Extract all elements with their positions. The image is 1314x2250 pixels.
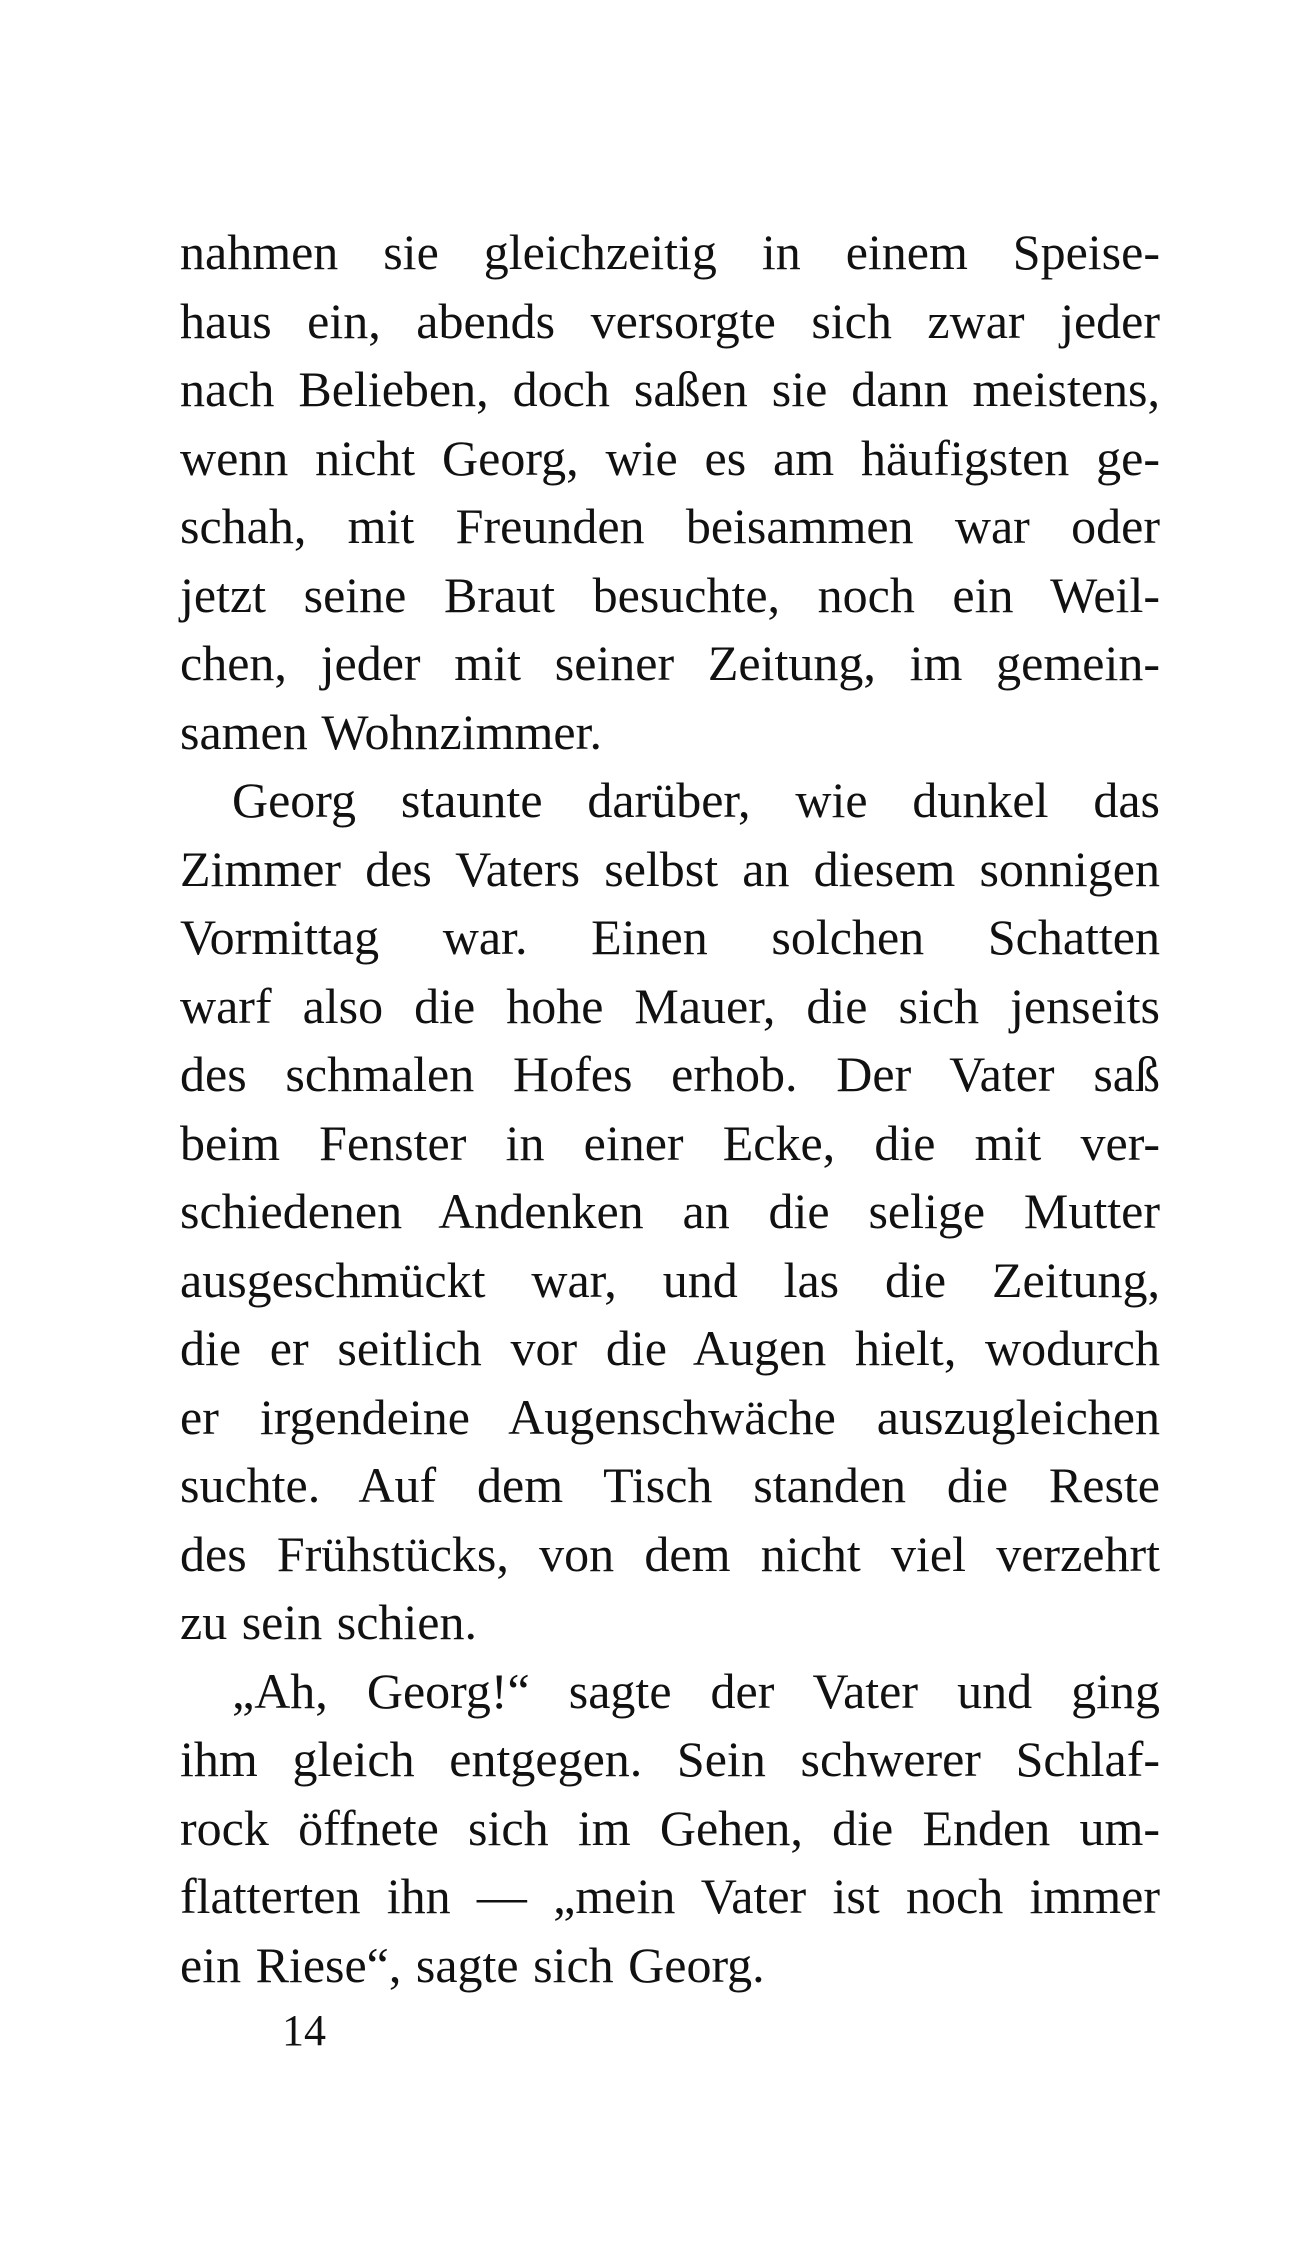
text-line: haus ein, abends versorgte sich zwar jeder (180, 292, 1160, 349)
text-line: rock öffnete sich im Gehen, die Enden um- (180, 1799, 1160, 1856)
text-line: Zimmer des Vaters selbst an diesem sonnigen (180, 840, 1160, 897)
text-line: suchte. Auf dem Tisch standen die Reste (180, 1457, 1160, 1513)
paragraph-3 (180, 1657, 1160, 2000)
page-number: 14 (282, 2006, 326, 2055)
text-line: ihm gleich entgegen. Sein schwerer Schlaf- (180, 1731, 1160, 1787)
text-line: „Ah, Georg!“ sagte der Vater und ging (232, 1662, 1160, 1719)
text-line: er irgendeine Augenschwäche auszugleichen (180, 1388, 1160, 1445)
text-line: nach Belieben, doch saßen sie dann meistens, (180, 361, 1160, 417)
text-line: warf also die hohe Mauer, die sich jenseits (180, 977, 1160, 1034)
paragraph-1 (180, 218, 1160, 766)
text-line: ein Riese“, sagte sich Georg. (180, 1936, 765, 1993)
text-line: wenn nicht Georg, wie es am häufigsten ge- (180, 429, 1160, 486)
text-line: jetzt seine Braut besuchte, noch ein Weil- (180, 566, 1160, 623)
text-line: Georg staunte darüber, wie dunkel das (232, 772, 1160, 828)
text-line: samen Wohnzimmer. (180, 703, 602, 760)
text-line: die er seitlich vor die Augen hielt, wodurch (180, 1320, 1160, 1376)
text-line: ausgeschmückt war, und las die Zeitung, (180, 1251, 1160, 1308)
text-line: beim Fenster in einer Ecke, die mit ver- (180, 1114, 1160, 1171)
text-line: schiedenen Andenken an die selige Mutter (180, 1183, 1160, 1239)
text-line: schah, mit Freunden beisammen war oder (180, 498, 1160, 554)
text-line: nahmen sie gleichzeitig in einem Speise- (180, 224, 1160, 280)
text-line: des schmalen Hofes erhob. Der Vater saß (180, 1046, 1160, 1102)
text-line: chen, jeder mit seiner Zeitung, im gemein- (180, 635, 1160, 691)
text-line: des Frühstücks, von dem nicht viel verzehrt (180, 1525, 1160, 1582)
text-line: flatterten ihn — „mein Vater ist noch immer (180, 1868, 1160, 1924)
text-line: zu sein schien. (180, 1594, 477, 1650)
paragraph-2 (180, 766, 1160, 1657)
body-text (180, 218, 1160, 1999)
text-line: Vormittag war. Einen solchen Schatten (180, 909, 1160, 965)
